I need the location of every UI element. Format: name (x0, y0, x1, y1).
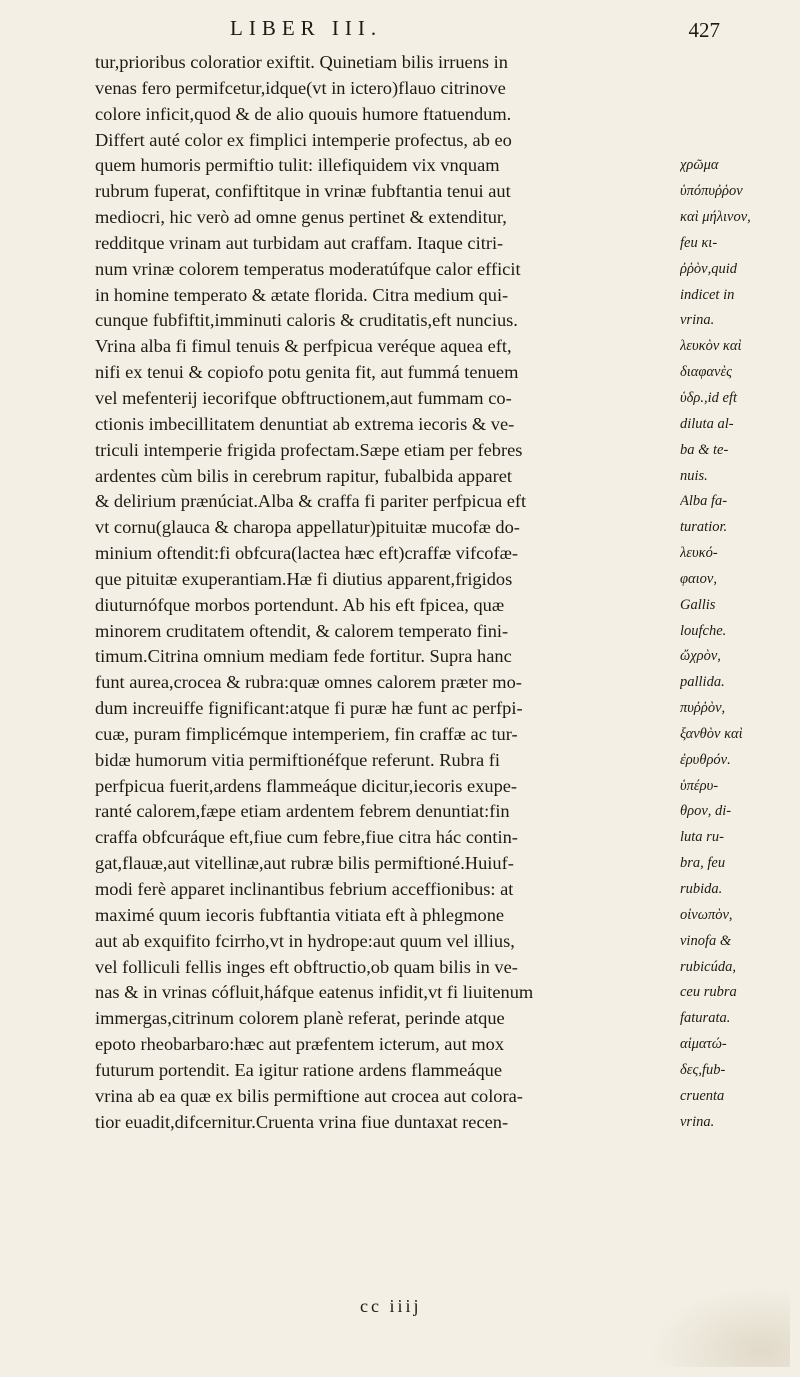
margin-note: πυῤῥὸν, (680, 700, 726, 717)
margin-note: ἐρυθρόν. (680, 751, 731, 768)
text-line: redditque vrinam aut turbidam aut craffam. Itaque citri- (95, 232, 504, 253)
margin-note: vinofa & (680, 932, 732, 949)
text-line: maximé quum iecoris fubftantia vitiata eft à phlegmone (95, 904, 505, 925)
margin-note (680, 102, 798, 128)
text-line: tur,prioribus coloratior exiftit. Quinetiam bilis irruens in (95, 52, 508, 72)
text-line: dum increuiffe fignificant:atque fi puræ hæ funt ac perfpi- (95, 698, 523, 719)
text-line: bidæ humorum vitia permiftionéfque referunt. Rubra fi (95, 749, 500, 770)
margin-note: rubicúda, (680, 958, 736, 975)
margin-note: indicet in (680, 286, 735, 303)
margin-note: rubida. (680, 881, 723, 897)
paper-stain (650, 1287, 790, 1367)
page-header (90, 6, 720, 46)
margin-note: vrina. (680, 312, 715, 329)
text-line: funt aurea,crocea & rubra:quæ omnes calorem præter mo- (95, 672, 522, 693)
text-line: modi ferè apparet inclinantibus febrium acceffionibus: at (95, 879, 514, 899)
text-line: epoto rheobarbaro:hæc aut præfentem icterum, aut mox (95, 1034, 505, 1055)
margin-note: λευκό- (680, 545, 718, 562)
margin-note: luta ru- (680, 829, 724, 846)
text-line: nas & in vrinas cófluit,háfque eatenus infidit,vt fi liuitenum (95, 982, 534, 1003)
text-line: quem humoris permiftio tulit: illefiquidem vix vnquam (95, 155, 500, 176)
margin-note: ὤχρὸν, (680, 648, 721, 665)
text-line: craffa obfcuráque eft,fiue cum febre,fiue citra hác contin- (95, 827, 518, 848)
margin-note: pallida. (680, 674, 725, 691)
text-line: ctionis imbecillitatem denuntiat ab extrema iecoris & ve- (95, 413, 515, 434)
margin-note: ceu rubra (680, 984, 737, 1001)
text-line: gat,flauæ,aut vitellinæ,aut rubræ bilis permiftioné.Huiuf- (95, 853, 514, 874)
page-number: 427 (688, 18, 720, 42)
text-line: vrina ab ea quæ ex bilis permiftione aut crocea aut colora- (95, 1085, 523, 1106)
margin-note: χρῶμα (680, 157, 719, 174)
signature-mark: cc iiij (360, 1296, 422, 1316)
margin-note (680, 76, 798, 102)
margin-note: loufche. (680, 622, 727, 639)
margin-note (680, 128, 798, 154)
text-line: aut ab exquifito fcirrho,vt in hydrope:aut quum vel illius, (95, 930, 515, 951)
margin-note: cruenta (680, 1087, 725, 1104)
margin-note: Gallis (680, 596, 716, 613)
text-line: futurum portendit. Ea igitur ratione ardens flammeáque (95, 1059, 503, 1080)
margin-note: ὑπέρυ- (680, 777, 719, 794)
margin-note: λευκὸν καὶ (680, 338, 742, 355)
text-line: ardentes cùm bilis in cerebrum rapitur, fubalbida apparet (95, 465, 512, 486)
main-text-column (95, 50, 665, 1135)
margin-note (680, 50, 798, 76)
margin-note: ῤῥὸν,quid (680, 260, 738, 277)
margin-note: διαφανὲς (680, 364, 733, 381)
text-line: nifi ex tenui & copiofo potu genita fit, aut fummá tenuem (95, 362, 519, 383)
text-line: vel mefenterij iecorifque obftructionem,aut fummam co- (95, 387, 512, 408)
text-line: num vrinæ colorem temperatus moderatúfque calor efficit (95, 258, 521, 279)
margin-note: bra, feu (680, 855, 726, 872)
text-line: minorem cruditatem oftendit, & calorem temperato fini- (95, 620, 509, 641)
running-title: LIBER III. (230, 16, 383, 40)
margin-note: αἱματώ- (680, 1036, 727, 1053)
text-line: cuæ, puram fimplicémque intemperiem, fin craffæ ac tur- (95, 723, 518, 744)
margin-note: nuis. (680, 467, 708, 484)
text-line: mediocri, hic verò ad omne genus pertinet & extenditur, (95, 207, 507, 228)
text-line: que pituitæ exuperantiam.Hæ fi diutius apparent,frigidos (95, 568, 513, 589)
margin-note: feu κι- (680, 234, 718, 251)
text-line: rubrum fuperat, confiftitque in vrinæ fubftantia tenui aut (95, 181, 511, 202)
text-line: timum.Citrina omnium mediam fede fortitur. Supra hanc (95, 646, 512, 667)
margin-note: vrina. (680, 1113, 715, 1130)
margin-note: ὑπόπυῤῥον (680, 183, 743, 200)
text-line: tior euadit,difcernitur.Cruenta vrina fiue duntaxat recen- (95, 1111, 509, 1132)
text-line: cunque fubfiftit,imminuti caloris & cruditatis,eft nuncius. (95, 310, 518, 331)
text-line: in homine temperato & ætate florida. Citra medium qui- (95, 284, 509, 305)
margin-note: δες,fub- (680, 1061, 726, 1078)
text-line: perfpicua fuerit,ardens flammeáque dicitur,iecoris exupe- (95, 775, 518, 796)
text-line: vt cornu(glauca & charopa appellatur)pituitæ mucofæ do- (95, 517, 520, 538)
margin-note: turatior. (680, 519, 728, 536)
text-line: venas fero permifcetur,idque(vt in ictero)flauo citrinove (95, 77, 506, 98)
text-line: immergas,citrinum colorem planè referat, perinde atque (95, 1008, 505, 1029)
text-line: & delirium prænúciat.Alba & craffa fi pariter perfpicua eft (95, 491, 527, 512)
margin-note: οἰνωπὸν, (680, 906, 733, 923)
margin-note: θρον, di- (680, 803, 732, 820)
text-line: ranté calorem,fæpe etiam ardentem febrem denuntiat:fin (95, 801, 510, 822)
margin-note: φαιον, (680, 570, 717, 587)
text-line: triculi intemperie frigida profectam.Sæpe etiam per febres (95, 439, 523, 460)
text-line: Differt auté color ex fimplici intemperie profectus, ab eo (95, 129, 512, 150)
margin-note: ξανθὸν καὶ (680, 725, 743, 742)
margin-note: Alba fa- (680, 493, 728, 510)
text-line: Vrina alba fi fimul tenuis & perfpicua veréque aquea eft, (95, 336, 512, 357)
margin-note: ba & te- (680, 441, 729, 458)
margin-note: καὶ μήλινον, (680, 209, 751, 226)
text-line: vel folliculi fellis inges eft obftructio,ob quam bilis in ve- (95, 956, 518, 977)
margin-note: faturata. (680, 1010, 731, 1027)
margin-note: diluta al- (680, 415, 734, 432)
margin-note: ὑδρ.,id eft (680, 389, 738, 406)
text-line: diuturnófque morbos portendunt. Ab his eft fpicea, quæ (95, 594, 505, 615)
text-line: minium oftendit:fi obfcura(lactea hæc eft)craffæ vifcofæ- (95, 543, 518, 564)
margin-notes-column (680, 50, 798, 1135)
text-line: colore inficit,quod & de alio quouis humore ftatuendum. (95, 103, 512, 124)
